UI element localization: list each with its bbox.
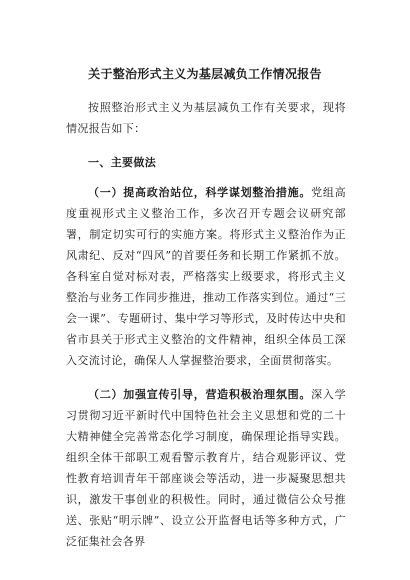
item-2-lead: （二）加强宣传引导，营造积极治理氛围。 bbox=[88, 388, 312, 401]
item-2-body: 深入学习贯彻习近平新时代中国特色社会主义思想和党的二十大精神健全完善常态化学习制度，确保理论指导实践。组织全体干部职工观看警示教育片，结合观影评议、党性教育培训青年干部座谈会等活动，进一步凝聚思想共识，激发干事创业的积极性。同时，通过微信公众号推送、张贴“明示牌”、设立公开监督电话等多种方式，广泛征集社会各界 bbox=[66, 388, 346, 548]
item-paragraph-1 bbox=[66, 182, 346, 371]
item-1-body: 党组高度重视形式主义整治工作，多次召开专题会议研究部署，制定切实可行的实施方案。将形式主义整治作为正风肃纪、反对“四风”的首要任务和长期工作紧抓不放。各科室自觉对标对表，严格落实上级要求，将形式主义整治与业务工作同步推进，推动工作落实到位。通过“三会一课”、专题研讨、集中学习等形式，及时传达中央和省市县关于形式主义整治的文件精神，组织全体员工深入交流讨论，确保人人掌握整治要求，全面贯彻落实。 bbox=[66, 186, 346, 367]
document-title: 关于整治形式主义为基层减负工作情况报告 bbox=[88, 67, 322, 81]
document-body bbox=[66, 97, 346, 552]
item-1-lead: （一）提高政治站位，科学谋划整治措施。 bbox=[88, 186, 312, 199]
section-heading: 一、主要做法 bbox=[88, 156, 157, 169]
item-paragraph-2 bbox=[66, 384, 346, 552]
intro-paragraph: 按照整治形式主义为基层减负工作有关要求，现将情况报告如下： bbox=[66, 101, 346, 135]
